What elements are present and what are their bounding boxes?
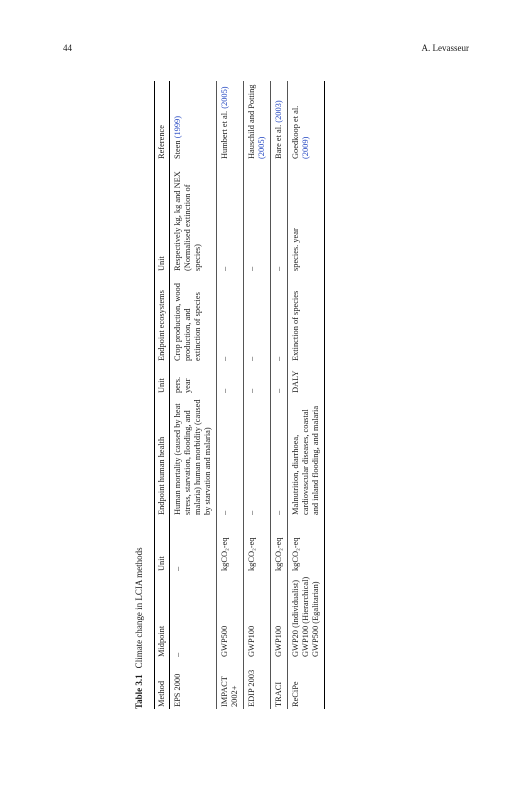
table-caption bbox=[134, 547, 144, 709]
header-endpoint-ecosystems: Endpoint ecosystems bbox=[155, 273, 170, 363]
cell-reference bbox=[217, 81, 244, 161]
header-unit-midpoint: Unit bbox=[155, 517, 170, 573]
cell-reference bbox=[170, 81, 217, 161]
cell-ecosystems: Extinction of species bbox=[291, 290, 300, 361]
cell-ecosystems: – bbox=[247, 356, 256, 361]
rotated-table-block bbox=[132, 81, 384, 709]
cell-midpoint: GWP100 bbox=[274, 625, 283, 657]
cell-unit-human-health: pers. year bbox=[173, 376, 192, 393]
header-unit-human-health: Unit bbox=[155, 363, 170, 395]
cell-human-health: – bbox=[274, 510, 283, 515]
reference-author: Steen bbox=[173, 138, 182, 159]
table-row bbox=[271, 81, 288, 709]
table-label: Table 3.1 bbox=[134, 674, 144, 709]
cell-unit-midpoint: kgCO₂-eq bbox=[291, 537, 300, 571]
cell-unit-midpoint: kgCO₂-eq bbox=[247, 537, 256, 571]
cell-midpoint: – bbox=[173, 652, 182, 657]
cell-unit-ecosystems: – bbox=[220, 266, 229, 271]
cell-unit-ecosystems: – bbox=[274, 266, 283, 271]
cell-method: EPS 2000 bbox=[173, 673, 182, 707]
table-title: Climate change in LCIA methods bbox=[134, 547, 144, 669]
reference-author: Hauschild and Potting bbox=[247, 84, 256, 159]
cell-ecosystems: – bbox=[274, 356, 283, 361]
cell-method: IMPACT 2002+ bbox=[220, 676, 239, 707]
cell-midpoint: GWP20 (Individualist) GWP100 (Hierarchical) GWP500 (Egalitarian) bbox=[291, 576, 320, 657]
reference-year-link[interactable]: (2005) bbox=[257, 136, 266, 159]
cell-human-health: – bbox=[247, 510, 256, 515]
header-unit-ecosystems: Unit bbox=[155, 161, 170, 273]
table-row bbox=[170, 81, 217, 709]
cell-unit-midpoint: kgCO₂-eq bbox=[274, 537, 283, 571]
page-number: 44 bbox=[63, 43, 72, 53]
reference-year-link[interactable]: (2009) bbox=[301, 136, 310, 159]
cell-reference bbox=[244, 81, 271, 161]
cell-unit-human-health: DALY bbox=[291, 370, 300, 393]
cell-reference bbox=[288, 81, 325, 161]
cell-method: TRACI bbox=[274, 681, 283, 707]
reference-year-link[interactable]: (1999) bbox=[173, 115, 182, 139]
header-method: Method bbox=[155, 659, 170, 709]
cell-unit-midpoint: – bbox=[173, 566, 182, 571]
cell-unit-midpoint: kgCO₂-eq bbox=[220, 537, 229, 571]
lcia-methods-table bbox=[154, 81, 325, 709]
reference-author: Humbert et al. bbox=[220, 108, 229, 159]
reference-year-link[interactable]: (2005) bbox=[220, 86, 229, 109]
cell-human-health: Human mortality (caused by heat stress, starvation, flooding, and malaria) human morbidity (caused by starvation and malaria) bbox=[173, 399, 212, 515]
reference-author: Goedkoop et al. bbox=[291, 105, 300, 159]
running-author: A. Levasseur bbox=[421, 43, 469, 53]
table-row bbox=[288, 81, 325, 709]
cell-unit-ecosystems: species. year bbox=[291, 228, 300, 271]
cell-reference bbox=[271, 81, 288, 161]
reference-author: Bare et al. bbox=[274, 122, 283, 159]
cell-unit-human-health: – bbox=[247, 388, 256, 393]
cell-ecosystems: Crop production, wood production, and extinction of species bbox=[173, 283, 202, 361]
table-row bbox=[217, 81, 244, 709]
cell-ecosystems: – bbox=[220, 356, 229, 361]
cell-midpoint: GWP100 bbox=[247, 625, 256, 657]
cell-human-health: Malnutrition, diarrhoea, cardiovascular diseases, coastal and inland flooding, and malaria bbox=[291, 405, 320, 515]
cell-method: ReCiPe bbox=[291, 681, 300, 707]
running-head bbox=[0, 0, 527, 60]
cell-unit-ecosystems: Respectively kg, kg and NEX (Normalised extinction of species) bbox=[173, 171, 202, 271]
cell-method: EDIP 2003 bbox=[247, 669, 256, 707]
cell-midpoint: GWP500 bbox=[220, 625, 229, 657]
cell-unit-human-health: – bbox=[274, 388, 283, 393]
header-endpoint-human-health: Endpoint human health bbox=[155, 395, 170, 517]
header-midpoint: Midpoint bbox=[155, 573, 170, 659]
reference-year-link[interactable]: (2003) bbox=[274, 100, 283, 123]
table-row bbox=[244, 81, 271, 709]
header-reference: Reference bbox=[155, 81, 170, 161]
cell-unit-ecosystems: – bbox=[247, 266, 256, 271]
table-header-row bbox=[155, 81, 170, 709]
cell-unit-human-health: – bbox=[220, 388, 229, 393]
cell-human-health: – bbox=[220, 510, 229, 515]
